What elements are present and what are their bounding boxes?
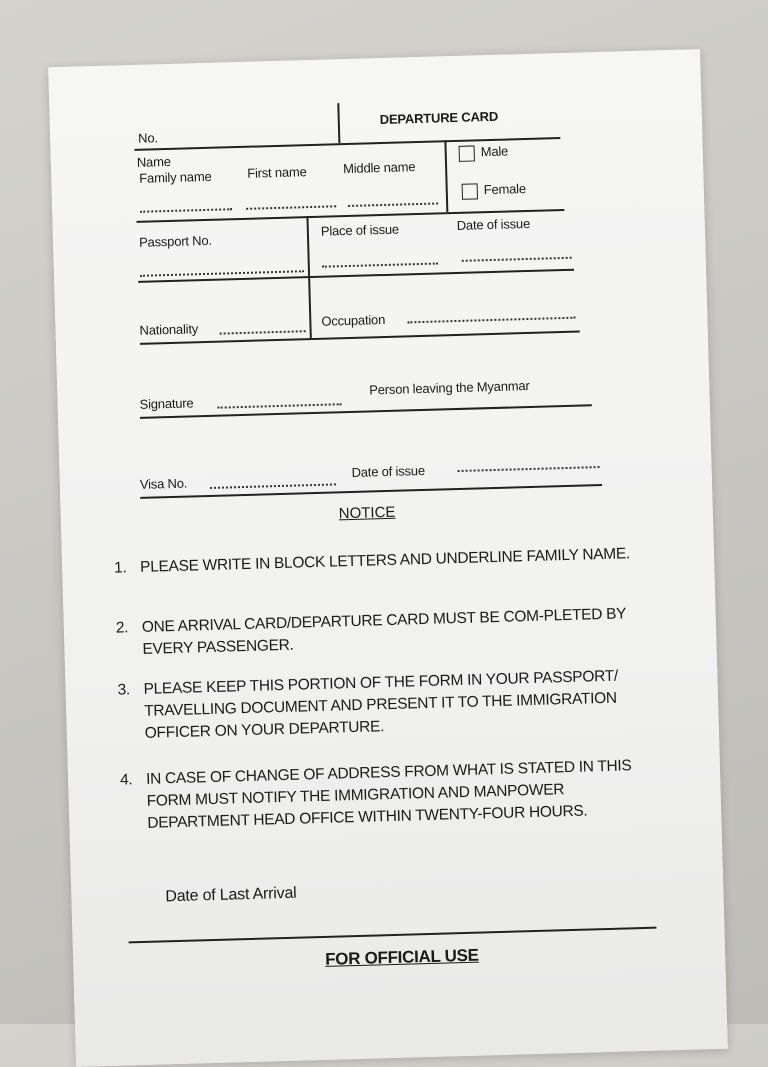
- visa-label: Visa No.: [139, 475, 188, 492]
- female-label: Female: [483, 181, 527, 198]
- official-rule: [129, 927, 657, 944]
- notice-item-3: [117, 665, 655, 745]
- visa-field[interactable]: [210, 483, 336, 489]
- notice-item-number: 2.: [115, 619, 129, 637]
- notice-item-number: 1.: [113, 559, 127, 577]
- middle-name-field[interactable]: [348, 202, 438, 207]
- notice-item-4: [119, 755, 658, 835]
- visa-date-field[interactable]: [458, 466, 600, 472]
- gender-divider: [444, 140, 448, 212]
- nationality-rule: [140, 331, 580, 345]
- occupation-label: Occupation: [321, 311, 386, 329]
- notice-item-number: 3.: [117, 681, 131, 699]
- notice-item-2: [115, 603, 653, 661]
- notice-item-text: IN CASE OF CHANGE OF ADDRESS FROM WHAT IS STATED IN THIS FORM MUST NOTIFY THE IMMIGRATION AND MANPOWER DEPARTMENT HEAD OFFICE WITHIN TWENTY-FOUR HOURS.: [145, 757, 632, 832]
- notice-item-number: 4.: [119, 771, 133, 789]
- person-leaving-label: Person leaving the Myanmar: [369, 377, 530, 398]
- signature-rule: [140, 404, 592, 419]
- notice-item-text: ONE ARRIVAL CARD/DEPARTURE CARD MUST BE COM-PLETED BY EVERY PASSENGER.: [141, 605, 627, 658]
- card-title: DEPARTURE CARD: [379, 108, 499, 128]
- date-of-issue-label: Date of issue: [456, 215, 531, 233]
- last-arrival-label: Date of Last Arrival: [165, 884, 297, 906]
- nationality-label: Nationality: [139, 321, 199, 338]
- first-name-label: First name: [246, 164, 307, 181]
- signature-label: Signature: [139, 395, 194, 412]
- first-name-field[interactable]: [246, 205, 336, 210]
- male-label: Male: [480, 143, 509, 160]
- departure-card-sheet: [48, 49, 728, 1067]
- notice-item-text: PLEASE WRITE IN BLOCK LETTERS AND UNDERLINE FAMILY NAME.: [139, 545, 631, 576]
- place-of-issue-field[interactable]: [322, 262, 438, 267]
- female-checkbox[interactable]: [462, 183, 478, 199]
- passport-field[interactable]: [140, 270, 304, 277]
- place-of-issue-label: Place of issue: [320, 221, 400, 239]
- passport-label: Passport No.: [138, 232, 213, 250]
- male-checkbox[interactable]: [459, 145, 475, 161]
- no-label: No.: [137, 130, 159, 146]
- family-name-field[interactable]: [140, 208, 232, 213]
- notice-title: NOTICE: [338, 503, 396, 523]
- official-use-label: FOR OFFICIAL USE: [324, 945, 479, 969]
- name-label: Name: [136, 153, 171, 170]
- passport-rule: [138, 269, 574, 283]
- notice-item-text: PLEASE KEEP THIS PORTION OF THE FORM IN YOUR PASSPORT/ TRAVELLING DOCUMENT AND PRESENT IT TO THE IMMIGRATION OFFICER ON YOUR DEPARTURE.: [143, 667, 619, 742]
- nationality-field[interactable]: [220, 330, 306, 334]
- middle-name-label: Middle name: [342, 159, 416, 177]
- notice-item-1: [113, 543, 650, 579]
- header-divider: [337, 103, 340, 143]
- occupation-field[interactable]: [407, 317, 575, 324]
- family-name-label: Family name: [139, 168, 212, 186]
- visa-date-label: Date of issue: [351, 462, 426, 480]
- date-of-issue-field[interactable]: [462, 257, 572, 262]
- signature-field[interactable]: [218, 403, 342, 408]
